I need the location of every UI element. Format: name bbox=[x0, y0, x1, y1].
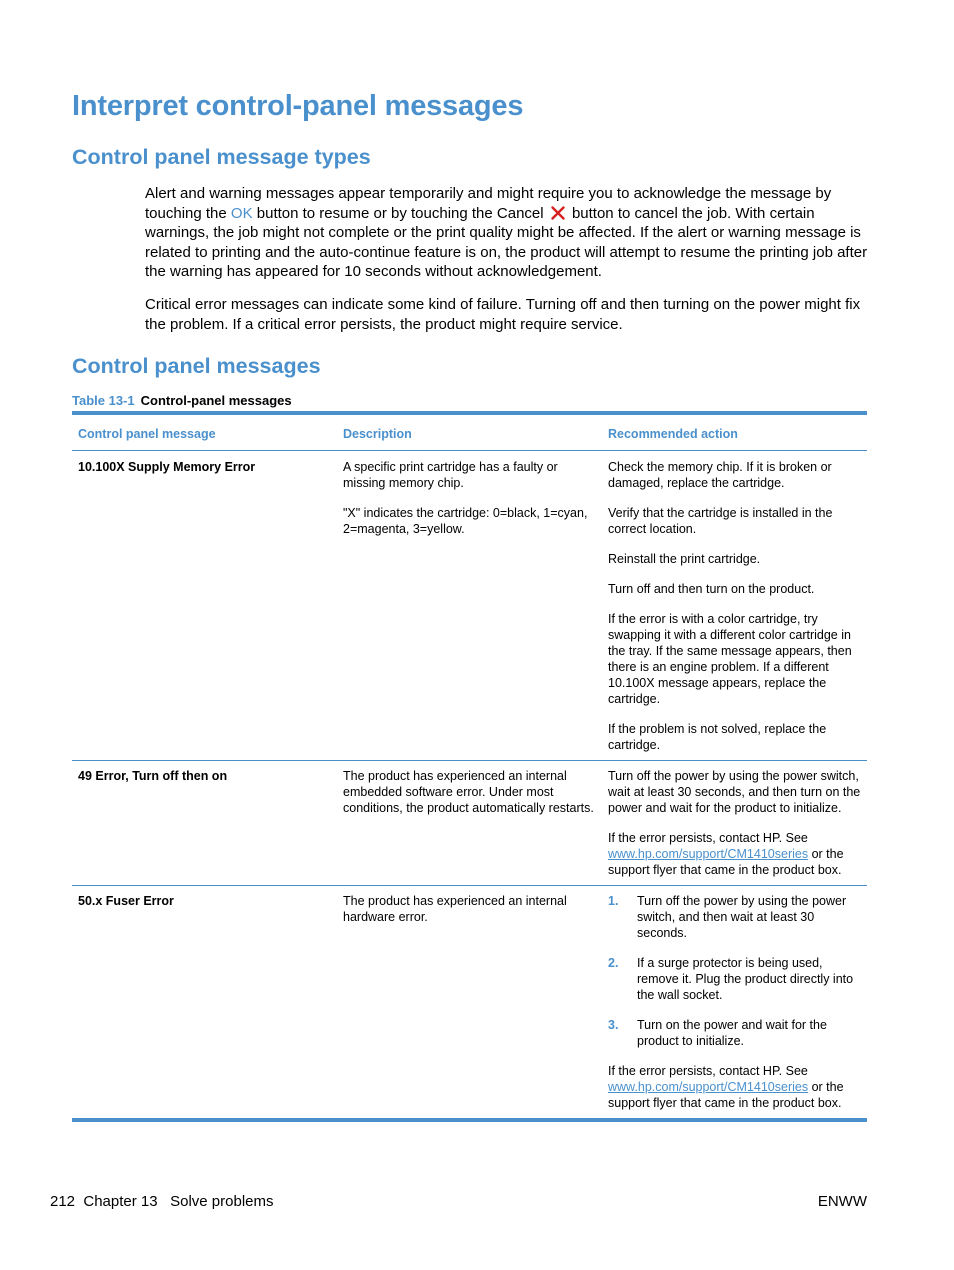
action-text: Reinstall the print cartridge. bbox=[608, 552, 761, 566]
para1-text-2: button to resume or by touching the Cancel bbox=[252, 204, 544, 222]
list-item bbox=[608, 955, 861, 1003]
table-caption-number: Table 13-1 bbox=[72, 393, 135, 408]
para1-text-3: button to cancel the job. With certain warnings, the job might not complete or the print quality might be affected. If the alert or warning message is related to printing and the auto-continue feature is on, the product will attempt to resume the printing job after the warning has appeared for 10 seconds without acknowledgement. bbox=[145, 204, 868, 281]
alert-warning-paragraph bbox=[145, 184, 870, 282]
description-text: The product has experienced an internal embedded software error. Under most conditions, the product automatically restarts. bbox=[343, 769, 594, 815]
contact-suffix: or the support flyer that came in the product box. bbox=[608, 847, 844, 877]
footer-right: ENWW bbox=[817, 1193, 867, 1210]
message-cell: 10.100X Supply Memory Error bbox=[72, 451, 337, 761]
table-caption bbox=[72, 393, 292, 408]
table-row bbox=[72, 451, 867, 761]
action-cell bbox=[602, 761, 867, 886]
page-number: 212 bbox=[50, 1193, 76, 1210]
description-text: The product has experienced an internal hardware error. bbox=[343, 894, 567, 924]
section-heading-message-types: Control panel message types bbox=[72, 145, 371, 169]
description-cell bbox=[337, 886, 602, 1119]
table-header-row bbox=[72, 415, 867, 451]
step-text: If a surge protector is being used, remove it. Plug the product directly into the wall socket. bbox=[637, 956, 854, 1002]
support-link[interactable]: www.hp.com/support/CM1410series bbox=[608, 847, 809, 861]
action-text: Check the memory chip. If it is broken or damaged, replace the cartridge. bbox=[608, 460, 832, 490]
section-heading-messages: Control panel messages bbox=[72, 354, 321, 378]
header-control-panel-message: Control panel message bbox=[72, 415, 337, 451]
description-text: "X" indicates the cartridge: 0=black, 1=cyan, 2=magenta, 3=yellow. bbox=[343, 506, 588, 536]
contact-prefix: If the error persists, contact HP. See bbox=[608, 1064, 808, 1078]
list-item bbox=[608, 1017, 861, 1049]
footer-left bbox=[50, 1193, 274, 1210]
action-text: Turn off the power by using the power switch, wait at least 30 seconds, and then turn on the power and wait for the product to initialize. bbox=[608, 769, 861, 815]
contact-text bbox=[608, 830, 861, 878]
list-item bbox=[608, 893, 861, 941]
contact-suffix: or the support flyer that came in the product box. bbox=[608, 1080, 844, 1110]
footer-chapter: Chapter 13 bbox=[83, 1193, 158, 1210]
control-panel-messages-table bbox=[72, 411, 867, 1122]
table-caption-title: Control-panel messages bbox=[140, 393, 292, 408]
cancel-x-icon bbox=[550, 205, 566, 221]
description-cell bbox=[337, 451, 602, 761]
step-text: Turn off the power by using the power switch, and then wait at least 30 seconds. bbox=[637, 894, 847, 940]
support-link[interactable]: www.hp.com/support/CM1410series bbox=[608, 1080, 809, 1094]
table-row bbox=[72, 886, 867, 1119]
description-cell bbox=[337, 761, 602, 886]
contact-prefix: If the error persists, contact HP. See bbox=[608, 831, 808, 845]
step-number: 3. bbox=[608, 1018, 619, 1032]
step-number: 2. bbox=[608, 956, 619, 970]
message-cell: 50.x Fuser Error bbox=[72, 886, 337, 1119]
action-cell bbox=[602, 451, 867, 761]
step-text: Turn on the power and wait for the product to initialize. bbox=[637, 1018, 827, 1048]
table-bottom-rule bbox=[72, 1118, 867, 1122]
page-title: Interpret control-panel messages bbox=[72, 90, 524, 122]
step-number: 1. bbox=[608, 894, 619, 908]
table-row bbox=[72, 761, 867, 886]
contact-text bbox=[608, 1063, 861, 1111]
header-description: Description bbox=[337, 415, 602, 451]
action-text: If the problem is not solved, replace the cartridge. bbox=[608, 722, 827, 752]
critical-error-paragraph: Critical error messages can indicate some kind of failure. Turning off and then turning on the power might fix the problem. If a critical error persists, the product might require service. bbox=[145, 296, 861, 333]
action-text: Turn off and then turn on the product. bbox=[608, 582, 815, 596]
message-cell: 49 Error, Turn off then on bbox=[72, 761, 337, 886]
footer-chapter-title: Solve problems bbox=[170, 1193, 274, 1210]
ok-button-reference: OK bbox=[230, 204, 253, 222]
description-text: A specific print cartridge has a faulty or missing memory chip. bbox=[343, 460, 558, 490]
action-cell bbox=[602, 886, 867, 1119]
action-text: If the error is with a color cartridge, try swapping it with a different color cartridge in the tray. If the same message appears, then there is an engine problem. If a different 10.100X message appears, replace the cartridge. bbox=[608, 612, 852, 706]
action-text: Verify that the cartridge is installed in the correct location. bbox=[608, 506, 833, 536]
header-recommended-action: Recommended action bbox=[602, 415, 867, 451]
steps-list bbox=[608, 893, 861, 1049]
para1-text-1: Alert and warning messages appear temporarily and might require you to acknowledge the message by touching the bbox=[145, 185, 832, 222]
